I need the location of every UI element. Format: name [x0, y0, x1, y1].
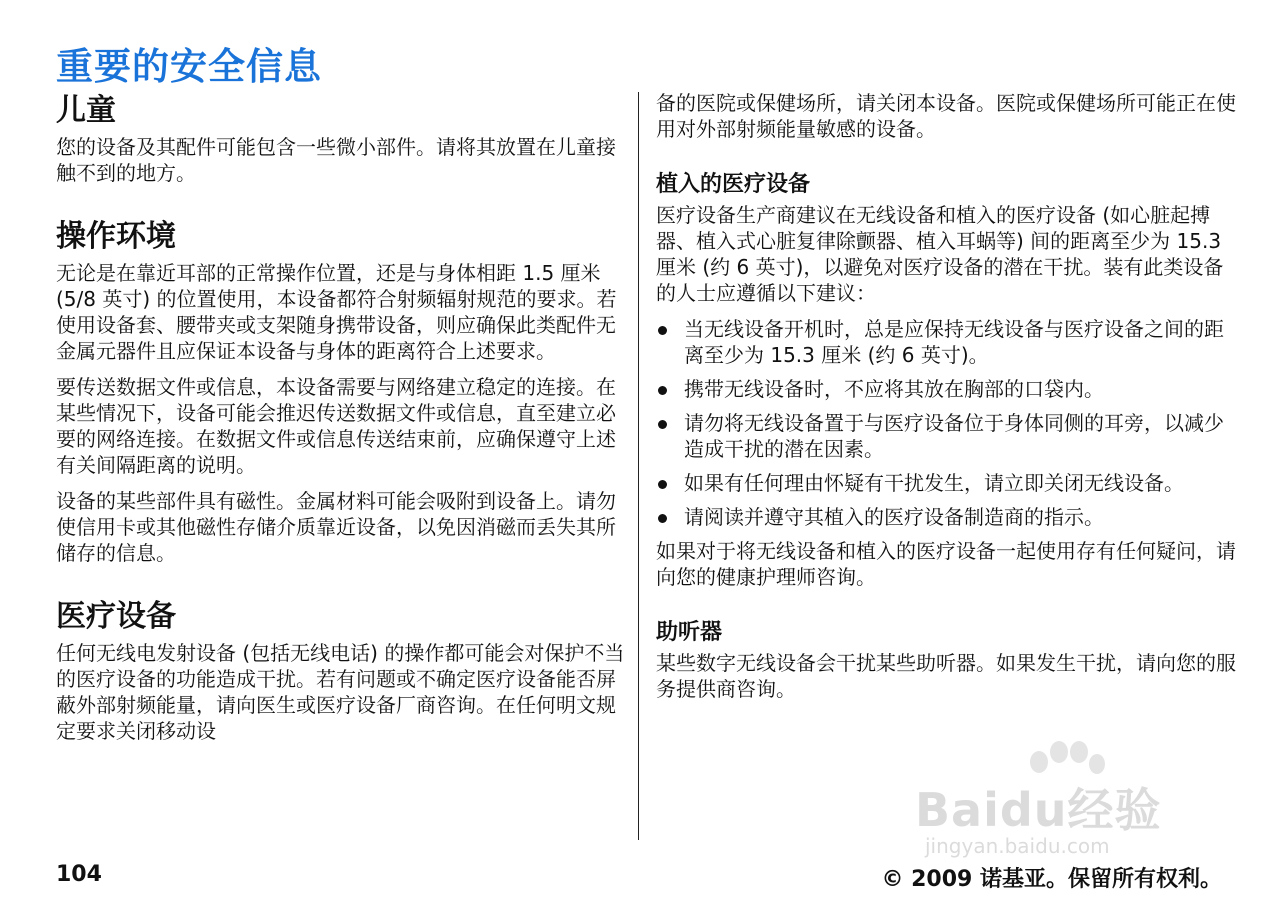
bullet-icon	[658, 514, 667, 523]
list-item: 请阅读并遵守其植入的医疗设备制造商的指示。	[656, 504, 1236, 530]
section-heading-children: 儿童	[56, 93, 116, 128]
baidu-watermark	[905, 740, 1205, 860]
paragraph: 如果对于将无线设备和植入的医疗设备一起使用存有任何疑问，请向您的健康护理师咨询。	[656, 539, 1236, 589]
page-number: 104	[56, 862, 102, 887]
bullet-icon	[658, 420, 667, 429]
section-heading-environment: 操作环境	[56, 219, 176, 254]
left-column	[56, 92, 626, 754]
bullet-icon	[658, 480, 667, 489]
right-column	[656, 90, 1236, 712]
watermark-url: jingyan.baidu.com	[925, 834, 1110, 858]
page-title: 重要的安全信息	[56, 45, 322, 88]
list-item: 如果有任何理由怀疑有干扰发生，请立即关闭无线设备。	[656, 470, 1236, 496]
section-heading-implanted: 植入的医疗设备	[656, 172, 811, 197]
paragraph: 无论是在靠近耳部的正常操作位置，还是与身体相距 1.5 厘米 (5/8 英寸) 的位置使用，本设备都符合射频辐射规范的要求。若使用设备套、腰带夹或支架随身携带设备，则应确保此类配件无金属元器件且应保证本设备与身体的距离符合上述要求。	[56, 261, 617, 363]
paragraph-continued: 备的医院或保健场所，请关闭本设备。医院或保健场所可能正在使用对外部射频能量敏感的设备。	[656, 91, 1236, 141]
paragraph: 任何无线电发射设备 (包括无线电话) 的操作都可能会对保护不当的医疗设备的功能造成干扰。若有问题或不确定医疗设备能否屏蔽外部射频能量，请向医生或医疗设备厂商咨询。在任何明文规定要求关闭移动设	[56, 641, 625, 743]
section-implanted	[656, 170, 1236, 590]
section-environment	[56, 218, 626, 566]
copyright: © 2009 诺基亚。保留所有权利。	[881, 867, 1222, 892]
paragraph: 某些数字无线设备会干扰某些助听器。如果发生干扰，请向您的服务提供商咨询。	[656, 651, 1236, 701]
list-item: 请勿将无线设备置于与医疗设备位于身体同侧的耳旁，以减少造成干扰的潜在因素。	[656, 410, 1236, 462]
bullet-icon	[658, 326, 667, 335]
paragraph: 设备的某些部件具有磁性。金属材料可能会吸附到设备上。请勿使信用卡或其他磁性存储介质靠近设备，以免因消磁而丢失其所储存的信息。	[56, 489, 616, 565]
paragraph: 要传送数据文件或信息，本设备需要与网络建立稳定的连接。在某些情况下，设备可能会推迟传送数据文件或信息，直至建立必要的网络连接。在数据文件或信息传送结束前，应确保遵守上述有关间隔距离的说明。	[56, 375, 616, 477]
watermark-brand: Baidu经验	[915, 783, 1162, 837]
paragraph: 医疗设备生产商建议在无线设备和植入的医疗设备 (如心脏起搏器、植入式心脏复律除颤器、植入耳蜗等) 间的距离至少为 15.3 厘米 (约 6 英寸)，以避免对医疗设备的潜在干扰。装有此类设备的人士应遵循以下建议：	[656, 203, 1224, 305]
paragraph: 您的设备及其配件可能包含一些微小部件。请将其放置在儿童接触不到的地方。	[56, 135, 616, 185]
bullet-list	[656, 316, 1236, 530]
list-item: 携带无线设备时，不应将其放在胸部的口袋内。	[656, 376, 1236, 402]
section-medical	[56, 598, 626, 744]
section-hearing	[656, 618, 1236, 702]
section-heading-medical: 医疗设备	[56, 599, 176, 634]
list-item: 当无线设备开机时，总是应保持无线设备与医疗设备之间的距离至少为 15.3 厘米 (约 6 英寸)。	[656, 316, 1236, 368]
section-children	[56, 92, 626, 186]
section-heading-hearing: 助听器	[656, 620, 723, 645]
bullet-icon	[658, 386, 667, 395]
column-divider	[638, 92, 639, 840]
